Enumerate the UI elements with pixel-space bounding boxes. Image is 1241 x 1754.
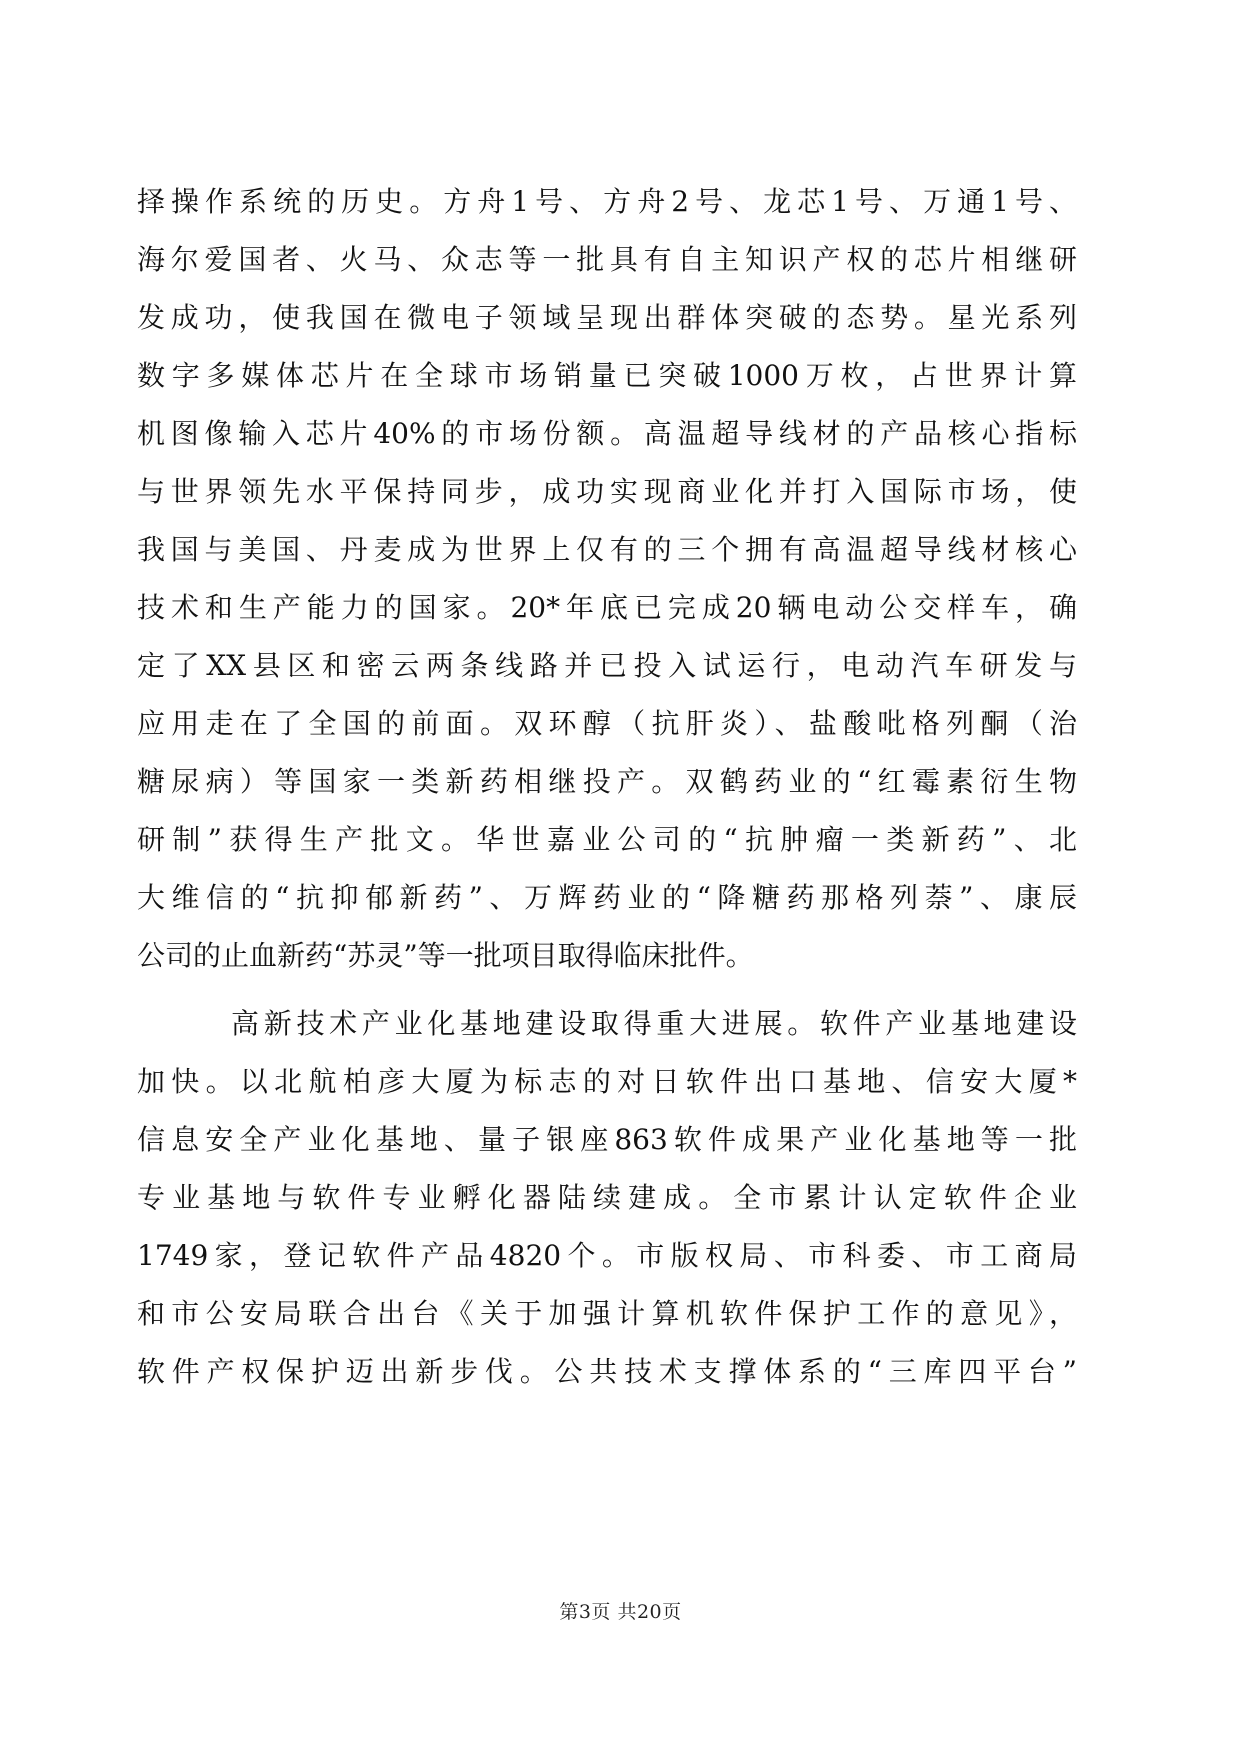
text-line: 信息安全产业化基地、量子银座863软件成果产业化基地等一批 bbox=[137, 1123, 1077, 1156]
paragraph-spacer bbox=[137, 985, 1077, 995]
text-line: 我国与美国、丹麦成为世界上仅有的三个拥有高温超导线材核心 bbox=[137, 533, 1077, 566]
text-line: 技术和生产能力的国家。20*年底已完成20辆电动公交样车，确 bbox=[137, 591, 1077, 624]
text-line: 数字多媒体芯片在全球市场销量已突破1000万枚，占世界计算 bbox=[137, 359, 1077, 392]
paragraph-2 bbox=[137, 995, 1077, 1401]
text-line: 糖尿病）等国家一类新药相继投产。双鹤药业的“红霉素衍生物 bbox=[137, 765, 1077, 798]
text-line: 和市公安局联合出台《关于加强计算机软件保护工作的意见》， bbox=[137, 1297, 1077, 1330]
text-line: 定了XX县区和密云两条线路并已投入试运行，电动汽车研发与 bbox=[137, 649, 1077, 682]
text-line: 与世界领先水平保持同步，成功实现商业化并打入国际市场，使 bbox=[137, 475, 1077, 508]
text-line: 大维信的“抗抑郁新药”、万辉药业的“降糖药那格列萘”、康辰 bbox=[137, 881, 1077, 914]
text-line: 专业基地与软件专业孵化器陆续建成。全市累计认定软件企业 bbox=[137, 1181, 1077, 1214]
text-line: 海尔爱国者、火马、众志等一批具有自主知识产权的芯片相继研 bbox=[137, 243, 1077, 276]
text-line: 加快。以北航柏彦大厦为标志的对日软件出口基地、信安大厦* bbox=[137, 1065, 1077, 1098]
text-line: 择操作系统的历史。方舟1号、方舟2号、龙芯1号、万通1号、 bbox=[137, 185, 1077, 218]
text-line: 软件产权保护迈出新步伐。公共技术支撑体系的“三库四平台” bbox=[137, 1355, 1077, 1388]
text-line: 高新技术产业化基地建设取得重大进展。软件产业基地建设 bbox=[231, 1007, 1077, 1040]
text-line: 发成功，使我国在微电子领域呈现出群体突破的态势。星光系列 bbox=[137, 301, 1077, 334]
page-number-footer: 第3页 共20页 bbox=[559, 1601, 682, 1623]
text-line: 1749家，登记软件产品4820个。市版权局、市科委、市工商局 bbox=[137, 1239, 1077, 1272]
document-body bbox=[137, 173, 1077, 1401]
text-line: 研制”获得生产批文。华世嘉业公司的“抗肿瘤一类新药”、北 bbox=[137, 823, 1077, 856]
text-line: 机图像输入芯片40%的市场份额。高温超导线材的产品核心指标 bbox=[137, 417, 1077, 450]
paragraph-1 bbox=[137, 173, 1077, 985]
text-line: 公司的止血新药“苏灵”等一批项目取得临床批件。 bbox=[137, 939, 754, 972]
text-line: 应用走在了全国的前面。双环醇（抗肝炎）、盐酸吡格列酮（治 bbox=[137, 707, 1077, 740]
